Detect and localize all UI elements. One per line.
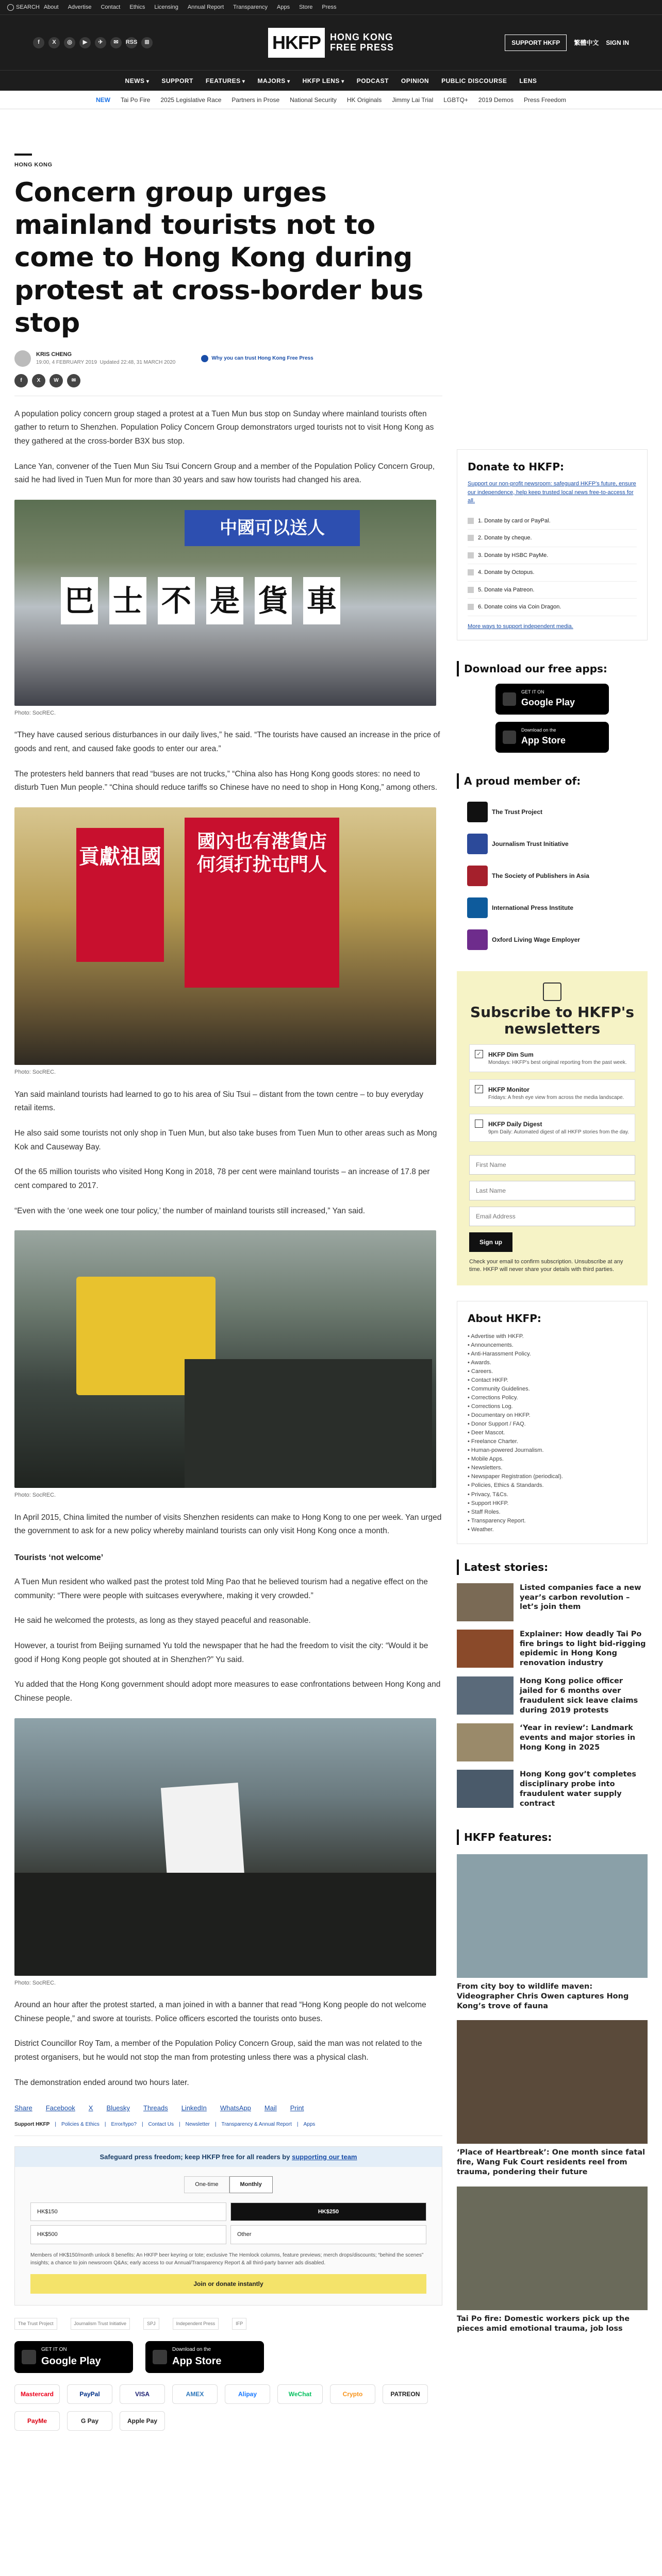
- story-thumbnail: [457, 1676, 514, 1715]
- trending-item[interactable]: Jimmy Lai Trial: [392, 96, 434, 104]
- about-link[interactable]: • Privacy, T&Cs.: [468, 1491, 508, 1498]
- feature-headline: ‘Place of Heartbreak’: One month since fatal fire, Wang Fuk Court residents reel from trauma, pondering their future: [457, 2148, 646, 2177]
- photo-caption: Photo: SocREC.: [14, 709, 56, 716]
- payme-logo[interactable]: PayMe: [14, 2411, 60, 2431]
- footer-link[interactable]: Newsletter: [185, 2121, 210, 2127]
- article-paragraph: Around an hour after the protest started, a man joined in with a banner that read “Hong Kong people do not welcome Chinese people,” and swore at tourists. Police officers escorted the tourists onto buses.: [14, 2001, 426, 2023]
- brand-actions: [505, 35, 629, 51]
- donate-option[interactable]: 1. Donate by card or PayPal.: [468, 513, 637, 530]
- applepay-logo[interactable]: Apple Pay: [120, 2411, 165, 2431]
- apple-icon: [153, 2350, 167, 2364]
- paypal-logo[interactable]: PayPal: [67, 2384, 112, 2404]
- first-name-input[interactable]: [469, 1155, 635, 1175]
- app-store-badge[interactable]: Download on the App Store: [145, 2341, 264, 2373]
- member-logo-jti[interactable]: Journalism Trust Initiative: [467, 828, 648, 860]
- about-link[interactable]: • Newspaper Registration (periodical).: [468, 1473, 563, 1480]
- jti-icon: [467, 834, 488, 854]
- payment-methods: [14, 2384, 442, 2431]
- share-bluesky[interactable]: Bluesky: [106, 2104, 130, 2112]
- share-linkedin[interactable]: LinkedIn: [181, 2104, 207, 2112]
- donate-option[interactable]: 5. Donate via Patreon.: [468, 582, 637, 599]
- donate-option[interactable]: 4. Donate by Octopus.: [468, 564, 637, 582]
- trust-project-icon: [467, 802, 488, 822]
- jti-logo[interactable]: Journalism Trust Initiative: [71, 2318, 130, 2330]
- sign-shape: [161, 1783, 244, 1880]
- newsletter-option[interactable]: ✓ HKFP Monitor Fridays: A fresh eye view from across the media landscape.: [469, 1079, 635, 1107]
- footer-link[interactable]: Apps: [303, 2121, 316, 2127]
- story-headline: Hong Kong gov’t completes disciplinary probe into fraudulent water supply contract: [520, 1770, 637, 1808]
- about-link[interactable]: • Community Guidelines.: [468, 1385, 530, 1392]
- member-logo-trust-project[interactable]: The Trust Project: [467, 796, 648, 828]
- email-icon[interactable]: ✉: [110, 37, 122, 48]
- coin-icon: [468, 604, 474, 610]
- frequency-toggle: [15, 2176, 442, 2193]
- top-utility-bar: [0, 0, 662, 14]
- author-avatar: [14, 350, 31, 367]
- article-paragraph: The protesters held banners that read “buses are not trucks,” “China also has Hong Kong goods stores: no need to disturb Tuen Mun people.” “China should reduce tariffs so Chinese have no need to shop in Hong Kong,” among others.: [14, 769, 438, 792]
- membership-perks: Members of HK$150/month unlock 8 benefits: An HKFP beer keyring or tote; exclusive The Hemlock columns, feature previews; merch drops/discounts; “behind the scenes” insights; a chance to join newsroom Q&As; early access to our Annual/Transparency Report & all third-party banner ads disabled.: [30, 2252, 424, 2266]
- banner-text: 國內也有港貨店何須打扰屯門人: [185, 818, 339, 988]
- nav-item-opinion[interactable]: OPINION: [401, 77, 429, 84]
- last-name-input[interactable]: [469, 1181, 635, 1200]
- apple-icon: [503, 731, 516, 744]
- trending-item[interactable]: Tai Po Fire: [120, 96, 151, 104]
- footer-link[interactable]: Policies & Ethics: [61, 2121, 100, 2127]
- member-logo-ipi[interactable]: International Press Institute: [467, 892, 648, 924]
- logo-wordmark: [330, 32, 394, 53]
- article-paragraph: “They have caused serious disturbances in our daily lives,” he said. “The tourists have caused an increase in the price of goods and rent, and caused fake goods to enter our area.”: [14, 731, 440, 754]
- nav-item-lens-2[interactable]: LENS: [519, 77, 537, 84]
- share-print[interactable]: Print: [290, 2104, 304, 2112]
- article-body: [14, 408, 442, 2090]
- trending-item[interactable]: Press Freedom: [523, 96, 566, 104]
- story-headline: ‘Year in review’: Landmark events and major stories in Hong Kong in 2025: [520, 1724, 636, 1752]
- utility-link[interactable]: Advertise: [68, 4, 92, 10]
- google-play-icon: [22, 2350, 36, 2364]
- youtube-icon[interactable]: ▶: [79, 37, 91, 48]
- article-subheading: Tourists ‘not welcome’: [14, 1553, 104, 1562]
- latest-story[interactable]: [457, 1630, 648, 1668]
- footer-link[interactable]: Support HKFP: [14, 2121, 50, 2127]
- banner-char: 巴: [61, 577, 98, 624]
- social-links: [33, 37, 153, 48]
- article-paragraph: A population policy concern group staged a protest at a Tuen Mun bus stop on Sunday where mainland tourists often gather to return to Shenzhen. Population Policy Concern Group demonstrators urged tourists not to visit Hong Kong as they gathered at the cross-border B3X bus stop.: [14, 409, 434, 446]
- donate-options: [468, 513, 637, 616]
- bus-stop-photo: [14, 1230, 436, 1488]
- article-paragraph: Of the 65 million tourists who visited Hong Kong in 2018, 78 per cent were mainland tourists – an increase of 17.8 per cent compared to 2017.: [14, 1167, 430, 1190]
- donation-widget: [14, 2146, 442, 2306]
- share-facebook[interactable]: Facebook: [45, 2104, 75, 2112]
- article-paragraph: Lance Yan, convener of the Tuen Mun Siu Tsui Concern Group and a member of the Population Policy Concern Group, said he had lived in Tuen Mun for more than 30 years and saw how tourists had changed his area.: [14, 462, 435, 485]
- latest-story[interactable]: [457, 1723, 648, 1761]
- instagram-icon[interactable]: ◎: [64, 37, 75, 48]
- about-box: [457, 1301, 648, 1544]
- x-icon[interactable]: X: [48, 37, 60, 48]
- utility-link[interactable]: About: [43, 4, 59, 10]
- crypto-logo[interactable]: Crypto: [330, 2384, 375, 2404]
- crowd-shape: [185, 1359, 432, 1488]
- feature-story[interactable]: [457, 2020, 648, 2177]
- hkfp-features: [457, 1829, 648, 2334]
- proud-member-section: [457, 773, 648, 956]
- sign-up-button[interactable]: Sign up: [469, 1232, 512, 1252]
- article-paragraph: In April 2015, China limited the number of visits Shenzhen residents can make to Hong Kong to one per week. Yan urged the government to ask for a new policy whereby mainland tourists can only visit Hong Kong once a month.: [14, 1513, 442, 1536]
- footer-link[interactable]: Transparency & Annual Report: [221, 2121, 292, 2127]
- article-paragraph: Yu added that the Hong Kong government should adopt more measures to ease confrontations between Hong Kong and Chinese people.: [14, 1680, 441, 1703]
- about-link[interactable]: • Newsletters.: [468, 1465, 503, 1471]
- ifp-logo[interactable]: IFP: [232, 2318, 246, 2330]
- sidebar: [457, 109, 648, 2334]
- trending-item[interactable]: HK Originals: [346, 96, 382, 104]
- rss-icon[interactable]: RSS: [126, 37, 137, 48]
- protest-photo-1: [14, 500, 436, 706]
- email-input[interactable]: [469, 1207, 635, 1226]
- story-headline: Listed companies face a new year’s carbon revolution – let’s join them: [520, 1583, 641, 1612]
- protest-photo-2: [14, 807, 436, 1065]
- wechat-logo[interactable]: WeChat: [277, 2384, 323, 2404]
- support-hkfp-button[interactable]: SUPPORT HKFP: [505, 35, 567, 51]
- about-link[interactable]: • Careers.: [468, 1368, 493, 1375]
- google-play-badge[interactable]: GET IT ON Google Play: [14, 2341, 133, 2373]
- banner-char: 士: [109, 577, 146, 624]
- search-icon[interactable]: [7, 4, 14, 11]
- visa-logo[interactable]: VISA: [120, 2384, 165, 2404]
- about-link[interactable]: • Transparency Report.: [468, 1517, 526, 1524]
- spj-logo[interactable]: SPJ: [143, 2318, 159, 2330]
- banner-text: 貢獻祖國: [76, 828, 164, 962]
- gpay-logo[interactable]: G Pay: [67, 2411, 112, 2431]
- share-icons: [14, 374, 442, 396]
- support-team-link[interactable]: supporting our team: [292, 2153, 357, 2161]
- about-link[interactable]: • Policies, Ethics & Standards.: [468, 1482, 544, 1489]
- article-title: Concern group urges mainland tourists not to come to Hong Kong during protest at cross-border bus stop: [14, 177, 423, 339]
- about-links: [468, 1332, 637, 1534]
- feature-image: [457, 2187, 648, 2310]
- checkbox-checked[interactable]: ✓: [475, 1085, 483, 1093]
- story-thumbnail: [457, 1630, 514, 1668]
- x-share-icon[interactable]: X: [32, 374, 45, 387]
- living-wage-icon: [467, 929, 488, 950]
- nav-item-podcast[interactable]: PODCAST: [356, 77, 389, 84]
- share-whatsapp[interactable]: WhatsApp: [220, 2104, 251, 2112]
- article-category[interactable]: HONG KONG: [14, 162, 53, 168]
- search-link[interactable]: SEARCH: [16, 4, 40, 10]
- cheque-icon: [468, 535, 474, 541]
- photo-caption: Photo: SocREC.: [14, 1979, 56, 1986]
- newsletter-option[interactable]: ✓ HKFP Dim Sum Mondays: HKFP's best original reporting from the past week.: [469, 1044, 635, 1072]
- trending-item[interactable]: Partners in Prose: [231, 96, 280, 104]
- about-link[interactable]: • Deer Mascot.: [468, 1430, 505, 1436]
- story-thumbnail: [457, 1723, 514, 1761]
- brand-bar: [0, 14, 662, 70]
- newsletter-title: Subscribe to HKFP's newsletters: [470, 1004, 634, 1038]
- payme-icon: [468, 552, 474, 558]
- logo-line-2: FREE PRESS: [329, 42, 394, 53]
- trending-item[interactable]: LGBTQ+: [443, 96, 468, 104]
- more-ways-link[interactable]: More ways to support independent media.: [468, 623, 573, 630]
- trending-item[interactable]: 2025 Legislative Race: [160, 96, 222, 104]
- photo-caption: Photo: SocREC.: [14, 1492, 56, 1499]
- logo-mark: HKFP: [268, 28, 325, 58]
- latest-story[interactable]: [457, 1583, 648, 1621]
- nav-item-features[interactable]: FEATURES ▾: [206, 76, 245, 86]
- footer-link[interactable]: Error/typo?: [111, 2121, 137, 2127]
- about-link[interactable]: • Corrections Policy.: [468, 1394, 518, 1401]
- banner-char: 不: [158, 577, 195, 624]
- features-list: [457, 1854, 648, 2334]
- article: [14, 109, 442, 2431]
- article-paragraph: He said he welcomed the protests, as long as they stayed peaceful and reasonable.: [14, 1616, 311, 1625]
- about-link[interactable]: • Freelance Charter.: [468, 1438, 519, 1445]
- latest-title: Latest stories:: [457, 1560, 648, 1575]
- telegram-icon[interactable]: ✈: [95, 37, 106, 48]
- mastercard-logo[interactable]: Mastercard: [14, 2384, 60, 2404]
- utility-link[interactable]: Store: [299, 4, 313, 10]
- chinese-version-link[interactable]: 繁體中文: [574, 39, 599, 46]
- about-link[interactable]: • Documentary on HKFP.: [468, 1412, 531, 1419]
- latest-stories: [457, 1560, 648, 1809]
- story-headline: Hong Kong police officer jailed for 6 months over fraudulent sick leave claims during 2019 protests: [520, 1677, 638, 1715]
- patreon-logo[interactable]: PATREON: [383, 2384, 428, 2404]
- info-icon: [201, 355, 208, 362]
- share-label[interactable]: Share: [14, 2104, 32, 2112]
- article-dates: 19:00, 4 FEBRUARY 2019 Updated 22:48, 31 MARCH 2020: [36, 360, 176, 366]
- article-paragraph: Yan said mainland tourists had learned to go to his area of Siu Tsui – distant from the town centre – to buy everyday retail items.: [14, 1090, 423, 1113]
- article-paragraph: He also said some tourists not only shop in Tuen Mun, but also take buses from Tuen Mun to other areas such as Mong Kok and Causeway Bay.: [14, 1128, 437, 1151]
- checkbox-unchecked[interactable]: [475, 1120, 483, 1128]
- main-nav: [0, 70, 662, 91]
- about-link[interactable]: • Human-powered Journalism.: [468, 1447, 544, 1454]
- amount-options: [15, 2193, 442, 2244]
- alipay-logo[interactable]: Alipay: [225, 2384, 270, 2404]
- about-link[interactable]: • Support HKFP.: [468, 1500, 509, 1506]
- utility-link[interactable]: Contact: [101, 4, 121, 10]
- feature-image: [457, 1854, 648, 1978]
- about-link[interactable]: • Corrections Log.: [468, 1403, 513, 1410]
- newsletter-option[interactable]: HKFP Daily Digest 9pm Daily: Automated digest of all HKFP stories from the day.: [469, 1114, 635, 1142]
- utility-link[interactable]: Licensing: [154, 4, 178, 10]
- feature-headline: From city boy to wildlife maven: Videographer Chris Owen captures Hong Kong’s trove of fauna: [457, 1982, 629, 2010]
- donate-option[interactable]: 3. Donate by HSBC PayMe.: [468, 547, 637, 565]
- kicker-rule: [14, 154, 32, 156]
- nav-item-news[interactable]: NEWS ▾: [125, 76, 150, 86]
- logo-line-1: HONG KONG: [329, 31, 393, 42]
- article-paragraph: However, a tourist from Beijing surnamed Yu told the newspaper that he had the freedom to visit the city: “Would it be good if Hong Kong people got shouted at in Shenzhen?” Yu said.: [14, 1641, 428, 1664]
- about-link[interactable]: • Anti-Harassment Policy.: [468, 1350, 531, 1357]
- amount-option[interactable]: HK$500: [30, 2225, 226, 2244]
- utility-links: [44, 3, 337, 12]
- donation-heading: Safeguard press freedom; keep HKFP free for all readers by supporting our team: [15, 2147, 442, 2167]
- donate-title: Donate to HKFP:: [468, 461, 564, 473]
- story-thumbnail: [457, 1583, 514, 1621]
- apps-title: Download our free apps:: [457, 661, 648, 676]
- octopus-icon: [468, 569, 474, 575]
- whatsapp-share-icon[interactable]: W: [49, 374, 63, 387]
- monthly-tab[interactable]: Monthly: [229, 2176, 273, 2193]
- share-threads[interactable]: Threads: [143, 2104, 168, 2112]
- article-paragraph: A Tuen Mun resident who walked past the protest told Ming Pao that he believed tourism had a negative effect on the community: “There were people with suitcases everywhere, making it very crowded.”: [14, 1578, 428, 1600]
- card-icon: [468, 518, 474, 524]
- about-link[interactable]: • Staff Roles.: [468, 1509, 501, 1515]
- trending-item[interactable]: National Security: [290, 96, 337, 104]
- independent-press-logo[interactable]: Independent Press: [173, 2318, 219, 2330]
- utility-link[interactable]: Annual Report: [187, 4, 224, 10]
- article-paragraph: District Councillor Roy Tam, a member of the Population Policy Concern Group, said the man was not related to the protest organisers, but he would not stop the man from protesting unless there was a physical clash.: [14, 2039, 422, 2062]
- nav-item-majors[interactable]: MAJORS ▾: [257, 76, 290, 86]
- donate-text: Support our non-profit newsroom: safeguard HKFP's future, ensure our independence, help keep trusted local news free-to-access for all.: [468, 481, 636, 504]
- apps-section: [457, 661, 648, 753]
- about-link[interactable]: • Advertise with HKFP.: [468, 1333, 524, 1340]
- site-logo[interactable]: [268, 28, 394, 58]
- feature-headline: Tai Po fire: Domestic workers pick up the pieces amid emotional trauma, job loss: [457, 2314, 630, 2333]
- about-link[interactable]: • Awards.: [468, 1359, 491, 1366]
- nav-item-lens[interactable]: HKFP LENS ▾: [303, 76, 344, 86]
- banner-char: 是: [206, 577, 243, 624]
- article-paragraph: “Even with the ‘one week one tour policy,’ the number of mainland tourists still increased,” Yan said.: [14, 1206, 366, 1215]
- feature-story[interactable]: [457, 2187, 648, 2334]
- amount-option-selected[interactable]: HK$250: [230, 2202, 426, 2222]
- about-link[interactable]: • Mobile Apps.: [468, 1456, 504, 1463]
- article-paragraph: The demonstration ended around two hours later.: [14, 2078, 189, 2087]
- proud-member-title: A proud member of:: [457, 773, 648, 789]
- trust-project-logo[interactable]: The Trust Project: [14, 2318, 57, 2330]
- about-link[interactable]: • Donor Support / FAQ.: [468, 1421, 526, 1428]
- banner-char: 貨: [255, 577, 292, 624]
- story-thumbnail: [457, 1770, 514, 1808]
- feature-image: [457, 2020, 648, 2144]
- banner-char: 車: [303, 577, 340, 624]
- crowd-shape: [14, 1873, 436, 1976]
- latest-story[interactable]: [457, 1676, 648, 1715]
- features-title: HKFP features:: [457, 1829, 648, 1845]
- about-link[interactable]: • Weather.: [468, 1526, 494, 1533]
- join-donate-button[interactable]: Join or donate instantly: [30, 2274, 426, 2294]
- facebook-icon[interactable]: f: [33, 37, 44, 48]
- apps-icon[interactable]: ⊞: [141, 37, 153, 48]
- article-footer-links: Support HKFP | Policies & Ethics | Error/typo? | Contact Us | Newsletter | Transparency & Annual Report | Apps: [14, 2121, 442, 2136]
- facebook-share-icon[interactable]: f: [14, 374, 28, 387]
- newsletter-note: Check your email to confirm subscription. Unsubscribe at any time. HKFP will never share your details with third parties.: [469, 1258, 623, 1273]
- donate-box: [457, 449, 648, 640]
- sidebar-app-store-badge[interactable]: Download on the App Store: [495, 722, 609, 753]
- share-mail[interactable]: Mail: [264, 2104, 277, 2112]
- utility-link[interactable]: Press: [322, 4, 337, 10]
- email-share-icon[interactable]: ✉: [67, 374, 80, 387]
- app-store-badges: [14, 2341, 442, 2373]
- trending-item[interactable]: 2019 Demos: [478, 96, 514, 104]
- latest-story[interactable]: [457, 1770, 648, 1808]
- member-logo-living-wage[interactable]: Oxford Living Wage Employer: [467, 924, 648, 956]
- trending-label: NEW: [95, 96, 110, 104]
- crowd-photo: [14, 1718, 436, 1976]
- checkbox-checked[interactable]: ✓: [475, 1050, 483, 1058]
- donate-option[interactable]: 2. Donate by cheque.: [468, 530, 637, 547]
- sidebar-google-play-badge[interactable]: GET IT ON Google Play: [495, 684, 609, 715]
- about-title: About HKFP:: [468, 1312, 541, 1325]
- about-link[interactable]: • Announcements.: [468, 1342, 514, 1348]
- latest-list: [457, 1583, 648, 1809]
- trust-link[interactable]: Why you can trust Hong Kong Free Press: [201, 354, 313, 362]
- nav-item-public-discourse[interactable]: PUBLIC DISCOURSE: [441, 77, 507, 84]
- utility-link[interactable]: Ethics: [129, 4, 145, 10]
- newsletter-icon: [543, 982, 561, 1001]
- amex-logo[interactable]: AMEX: [172, 2384, 218, 2404]
- about-link[interactable]: • Contact HKFP.: [468, 1377, 508, 1383]
- utility-link[interactable]: Transparency: [233, 4, 268, 10]
- footer-link[interactable]: Contact Us: [148, 2121, 174, 2127]
- amount-option-other[interactable]: Other: [230, 2225, 426, 2244]
- share-x[interactable]: X: [88, 2104, 93, 2112]
- member-logo-sopa[interactable]: The Society of Publishers in Asia: [467, 860, 648, 892]
- nav-item-support[interactable]: SUPPORT: [161, 77, 193, 84]
- newsletter-signup: [457, 971, 648, 1285]
- share-links: [14, 2103, 442, 2113]
- member-org-logos: [14, 2318, 442, 2330]
- trending-bar: [0, 91, 662, 109]
- one-time-tab[interactable]: One-time: [184, 2176, 229, 2193]
- feature-story[interactable]: [457, 1854, 648, 2011]
- sopa-icon: [467, 866, 488, 886]
- amount-option[interactable]: HK$150: [30, 2202, 226, 2222]
- patreon-icon: [468, 587, 474, 593]
- banner-text: 中國可以送人: [185, 510, 360, 546]
- banner-row: [61, 577, 340, 624]
- story-headline: Explainer: How deadly Tai Po fire brings to light bid-rigging epidemic in Hong Kong renovation industry: [520, 1630, 646, 1668]
- donate-option[interactable]: 6. Donate coins via Coin Dragon.: [468, 599, 637, 616]
- byline-text: [36, 350, 175, 367]
- author-name[interactable]: KRIS CHENG: [36, 351, 72, 358]
- sign-in-link[interactable]: SIGN IN: [606, 39, 629, 46]
- member-logo-list: [457, 796, 648, 956]
- photo-caption: Photo: SocREC.: [14, 1069, 56, 1076]
- utility-link[interactable]: Apps: [277, 4, 290, 10]
- byline: [14, 350, 442, 367]
- ipi-icon: [467, 897, 488, 918]
- google-play-icon: [503, 692, 516, 706]
